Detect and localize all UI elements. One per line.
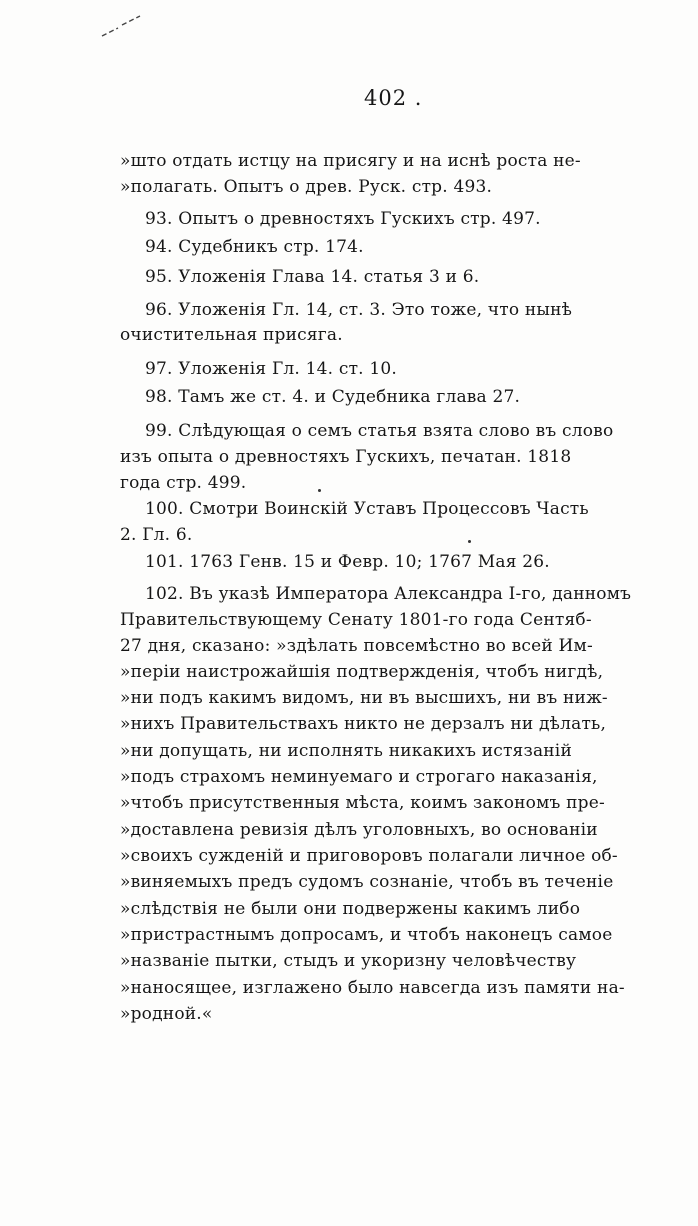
- text-line: »што отдать истцу на присягу и на иснѣ роста не-: [120, 151, 581, 171]
- text-line: »слѣдствія не были они подвержены какимъ либо: [120, 899, 581, 919]
- text-line: Правительствующему Сенату 1801-го года Сентяб-: [120, 610, 592, 630]
- ink-speck: [318, 489, 321, 492]
- text-line: 96. Уложенія Гл. 14, ст. 3. Это тоже, что нынѣ: [145, 300, 573, 320]
- text-line: »родной.«: [120, 1004, 213, 1024]
- text-line: »пристрастнымъ допросамъ, и чтобъ наконецъ самое: [120, 925, 613, 945]
- text-line: »періи наистрожайшія подтвержденія, чтобъ нигдѣ,: [120, 662, 604, 682]
- text-line: 95. Уложенія Глава 14. статья 3 и 6.: [145, 267, 480, 287]
- pencil-mark: [100, 14, 144, 40]
- text-line: 27 дня, сказано: »здѣлать повсемѣстно во всей Им-: [120, 636, 593, 656]
- text-line: »доставлена ревизія дѣлъ уголовныхъ, во основаніи: [120, 820, 598, 840]
- text-line: года стр. 499.: [120, 473, 247, 493]
- text-line: 102. Въ указѣ Императора Александра I-го, данномъ: [145, 584, 632, 604]
- ink-speck: [468, 540, 471, 543]
- text-line: изъ опыта о древностяхъ Гускихъ, печатан. 1818: [120, 447, 572, 467]
- text-line: 93. Опытъ о древностяхъ Гускихъ стр. 497.: [145, 209, 541, 229]
- text-line: »виняемыхъ предъ судомъ сознаніе, чтобъ въ теченіе: [120, 872, 614, 892]
- page-number: 402 .: [364, 86, 423, 110]
- text-line: »названіе пытки, стыдъ и укоризну человѣчеству: [120, 951, 577, 971]
- text-line: 99. Слѣдующая о семъ статья взята слово въ слово: [145, 421, 614, 441]
- text-line: »ни допущать, ни исполнять никакихъ истязаній: [120, 741, 572, 761]
- text-line: »своихъ сужденій и приговоровъ полагали личное об-: [120, 846, 618, 866]
- text-line: »нихъ Правительствахъ никто не дерзалъ ни дѣлать,: [120, 714, 607, 734]
- text-line: 100. Смотри Воинскій Уставъ Процессовъ Часть: [145, 499, 589, 519]
- text-line: 98. Тамъ же ст. 4. и Судебника глава 27.: [145, 387, 521, 407]
- text-line: »наносящее, изглажено было навсегда изъ памяти на-: [120, 978, 625, 998]
- text-line: очистительная присяга.: [120, 325, 343, 345]
- text-line: »чтобъ присутственныя мѣста, коимъ закономъ пре-: [120, 793, 605, 813]
- text-line: »полагать. Опытъ о древ. Руск. стр. 493.: [120, 177, 493, 197]
- text-line: 97. Уложенія Гл. 14. ст. 10.: [145, 359, 398, 379]
- text-line: 94. Судебникъ стр. 174.: [145, 237, 364, 257]
- text-line: 101. 1763 Генв. 15 и Февр. 10; 1767 Мая 26.: [145, 552, 550, 572]
- text-line: »подъ страхомъ неминуемаго и строгаго наказанія,: [120, 767, 598, 787]
- text-line: »ни подъ какимъ видомъ, ни въ высшихъ, ни въ ниж-: [120, 688, 608, 708]
- text-line: 2. Гл. 6.: [120, 525, 193, 545]
